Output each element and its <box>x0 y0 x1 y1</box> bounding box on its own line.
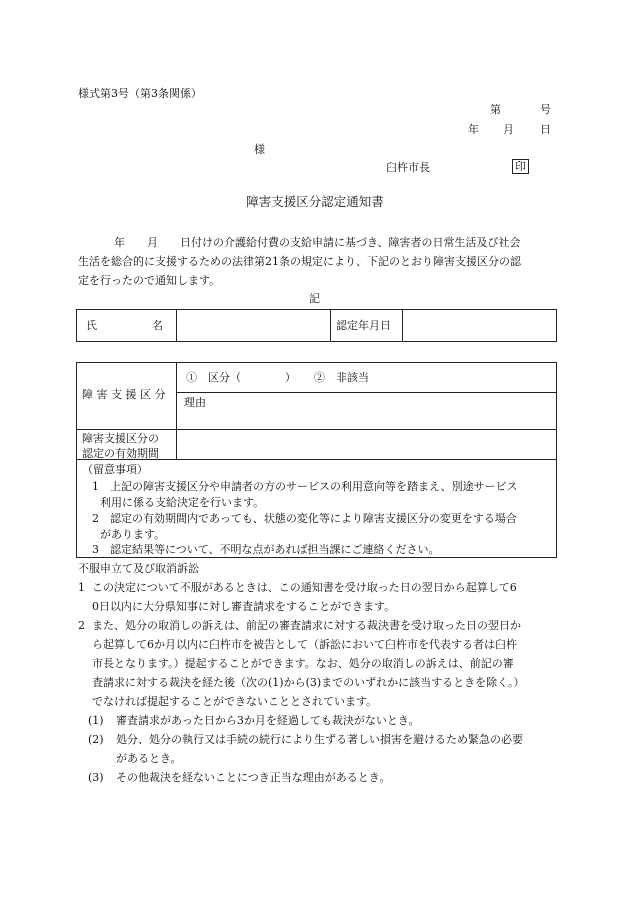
document-title: 障害支援区分認定通知書 <box>246 194 384 209</box>
appeal-sub-1-line-1: 審査請求があった日から3か月を経過しても裁決がないとき。 <box>116 714 420 727</box>
issuer-name: 臼杵市長 <box>386 161 430 174</box>
appeal-item-1-number: 1 <box>78 581 85 594</box>
reason-label: 理由 <box>184 396 206 409</box>
seal-mark <box>512 159 529 174</box>
support-category-label: 障 害 支 援 区 分 <box>82 388 166 401</box>
validity-label-line-1: 障害支援区分の <box>82 432 159 445</box>
appeal-heading: 不服申立て及び取消訴訟 <box>78 562 199 575</box>
date-month: 月 <box>503 123 514 136</box>
note-item-2-line-2: があります。 <box>100 528 166 541</box>
note-item-3-line-1: 3 認定結果等について、不明な点があれば担当課にご連絡ください。 <box>92 543 440 556</box>
certification-date-label: 認定年月日 <box>336 319 391 332</box>
appeal-item-2-line-4: 査請求に対する裁決を経た後（次の(1)から(3)までのいずれかに該当するときを除く。） <box>92 676 525 689</box>
number-dai: 第 <box>490 103 501 116</box>
appeal-sub-2-number: (2) <box>88 733 104 746</box>
validity-label-line-2: 認定の有効期間 <box>82 447 159 460</box>
date-day: 日 <box>540 123 551 136</box>
note-item-1-line-1: 1 上記の障害支援区分や申請者の方のサービスの利用意向等を踏まえ、別途サービス <box>92 480 518 493</box>
note-item-1-line-2: 利用に係る支給決定を行います。 <box>100 496 265 509</box>
note-item-2-line-1: 2 認定の有効期間内であっても、状態の変化等により障害支援区分の変更をする場合 <box>92 512 517 525</box>
appeal-sub-1-number: (1) <box>88 714 104 727</box>
ki-label: 記 <box>309 292 320 305</box>
appeal-item-2-line-5: でなければ提起することができないこととされています。 <box>92 695 378 708</box>
appeal-item-1-line-2: 0日以内に大分県知事に対し審査請求をすることができます。 <box>92 600 396 613</box>
body-line-1: 年 月 日付けの介護給付費の支給申請に基づき、障害者の日常生活及び社会 <box>114 236 521 249</box>
addressee-suffix: 様 <box>254 143 265 156</box>
appeal-item-2-line-3: 市長となります。）提起することができます。なお、処分の取消しの訴えは、前記の審 <box>92 657 514 670</box>
appeal-item-2-line-1: また、処分の取消しの訴えは、前記の審査請求に対する裁決書を受け取った日の翌日か <box>92 619 521 632</box>
appeal-sub-2-line-1: 処分、処分の執行又は手続の続行により生ずる著しい損害を避けるため緊急の必要 <box>116 733 523 746</box>
category-option-1: ① 区分（ ） <box>186 371 296 384</box>
number-go: 号 <box>540 103 551 116</box>
appeal-sub-3-number: (3) <box>88 771 104 784</box>
body-line-2: 生活を総合的に支援するための法律第21条の規定により、下記のとおり障害支援区分の認 <box>78 255 521 268</box>
appeal-sub-2-line-2: があるとき。 <box>116 752 182 765</box>
appeal-item-1-line-1: この決定について不服があるときは、この通知書を受け取った日の翌日から起算して6 <box>92 581 517 594</box>
form-number: 様式第3号（第3条関係） <box>78 87 202 100</box>
body-line-3: 定を行ったので通知します。 <box>78 274 221 287</box>
category-option-2: ② 非該当 <box>314 371 369 384</box>
seal-text: 印 <box>512 159 529 174</box>
appeal-sub-3-line-1: その他裁決を経ないことにつき正当な理由があるとき。 <box>116 771 391 784</box>
name-label: 氏 名 <box>86 319 163 332</box>
notes-heading: （留意事項） <box>82 463 148 476</box>
date-year: 年 <box>468 123 479 136</box>
appeal-item-2-number: 2 <box>78 619 85 632</box>
appeal-item-2-line-2: ら起算して6か月以内に臼杵市を被告として（訴訟において臼杵市を代表する者は臼杵 <box>92 638 517 651</box>
